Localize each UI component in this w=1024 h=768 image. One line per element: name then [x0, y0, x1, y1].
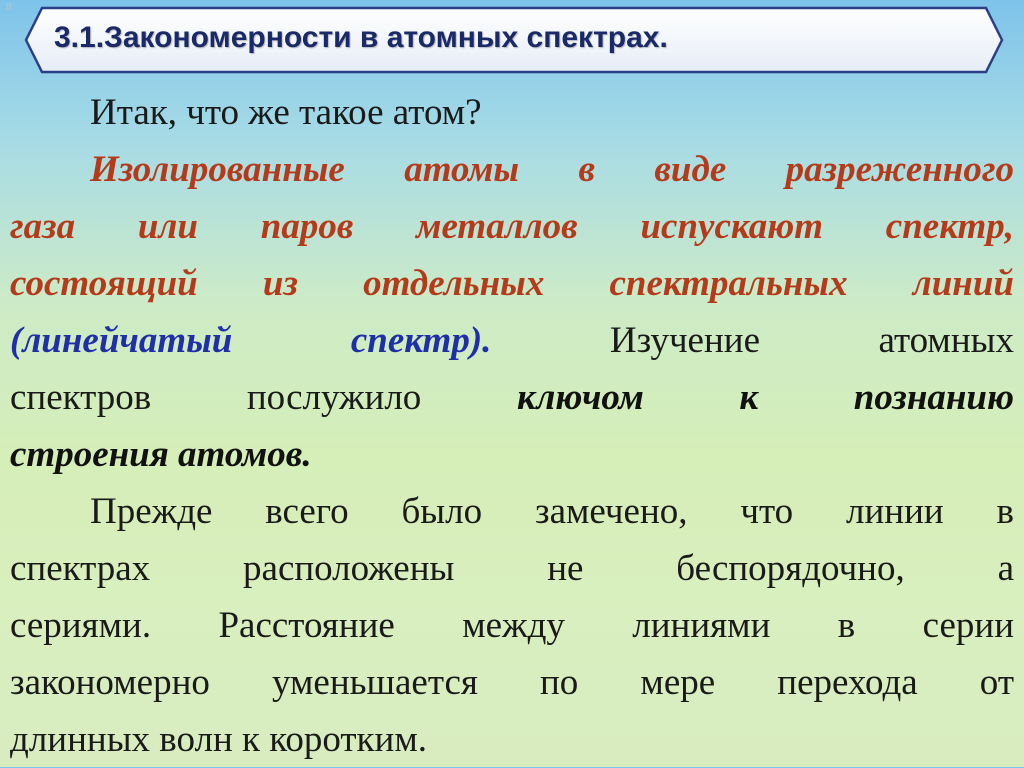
definition-line-5	[10, 369, 1014, 426]
series-line-3: сериями. Расстояние между линиями в серии	[10, 605, 1014, 646]
slide-body	[10, 84, 1014, 768]
definition-line-4	[10, 312, 1014, 369]
study-text: Изучение атомных	[609, 320, 1014, 361]
slide-number: 8	[6, 2, 12, 13]
title-banner	[24, 6, 1004, 74]
intro-line: Итак, что же такое атом?	[90, 92, 482, 133]
series-line-1: Прежде всего было замечено, что линии в	[90, 491, 1014, 532]
key-phrase: ключом к познанию	[516, 377, 1014, 418]
definition-line-6: строения атомов.	[10, 434, 312, 475]
series-line-4: закономерно уменьшается по мере перехода от	[10, 662, 1014, 703]
slide-title: 3.1.Закономерности в атомных спектрах.	[54, 21, 668, 54]
line-spectrum-term: (линейчатый спектр).	[10, 320, 492, 361]
series-line-2: спектрах расположены не беспорядочно, а	[10, 548, 1014, 589]
series-line-5: длинных волн к коротким.	[10, 719, 427, 760]
definition-line-1: Изолированные атомы в виде разреженного	[90, 149, 1014, 190]
definition-line-2: газа или паров металлов испускают спектр,	[10, 206, 1014, 247]
spectra-text: спектров послужило	[10, 377, 422, 418]
definition-line-3: состоящий из отдельных спектральных линий	[10, 263, 1014, 304]
